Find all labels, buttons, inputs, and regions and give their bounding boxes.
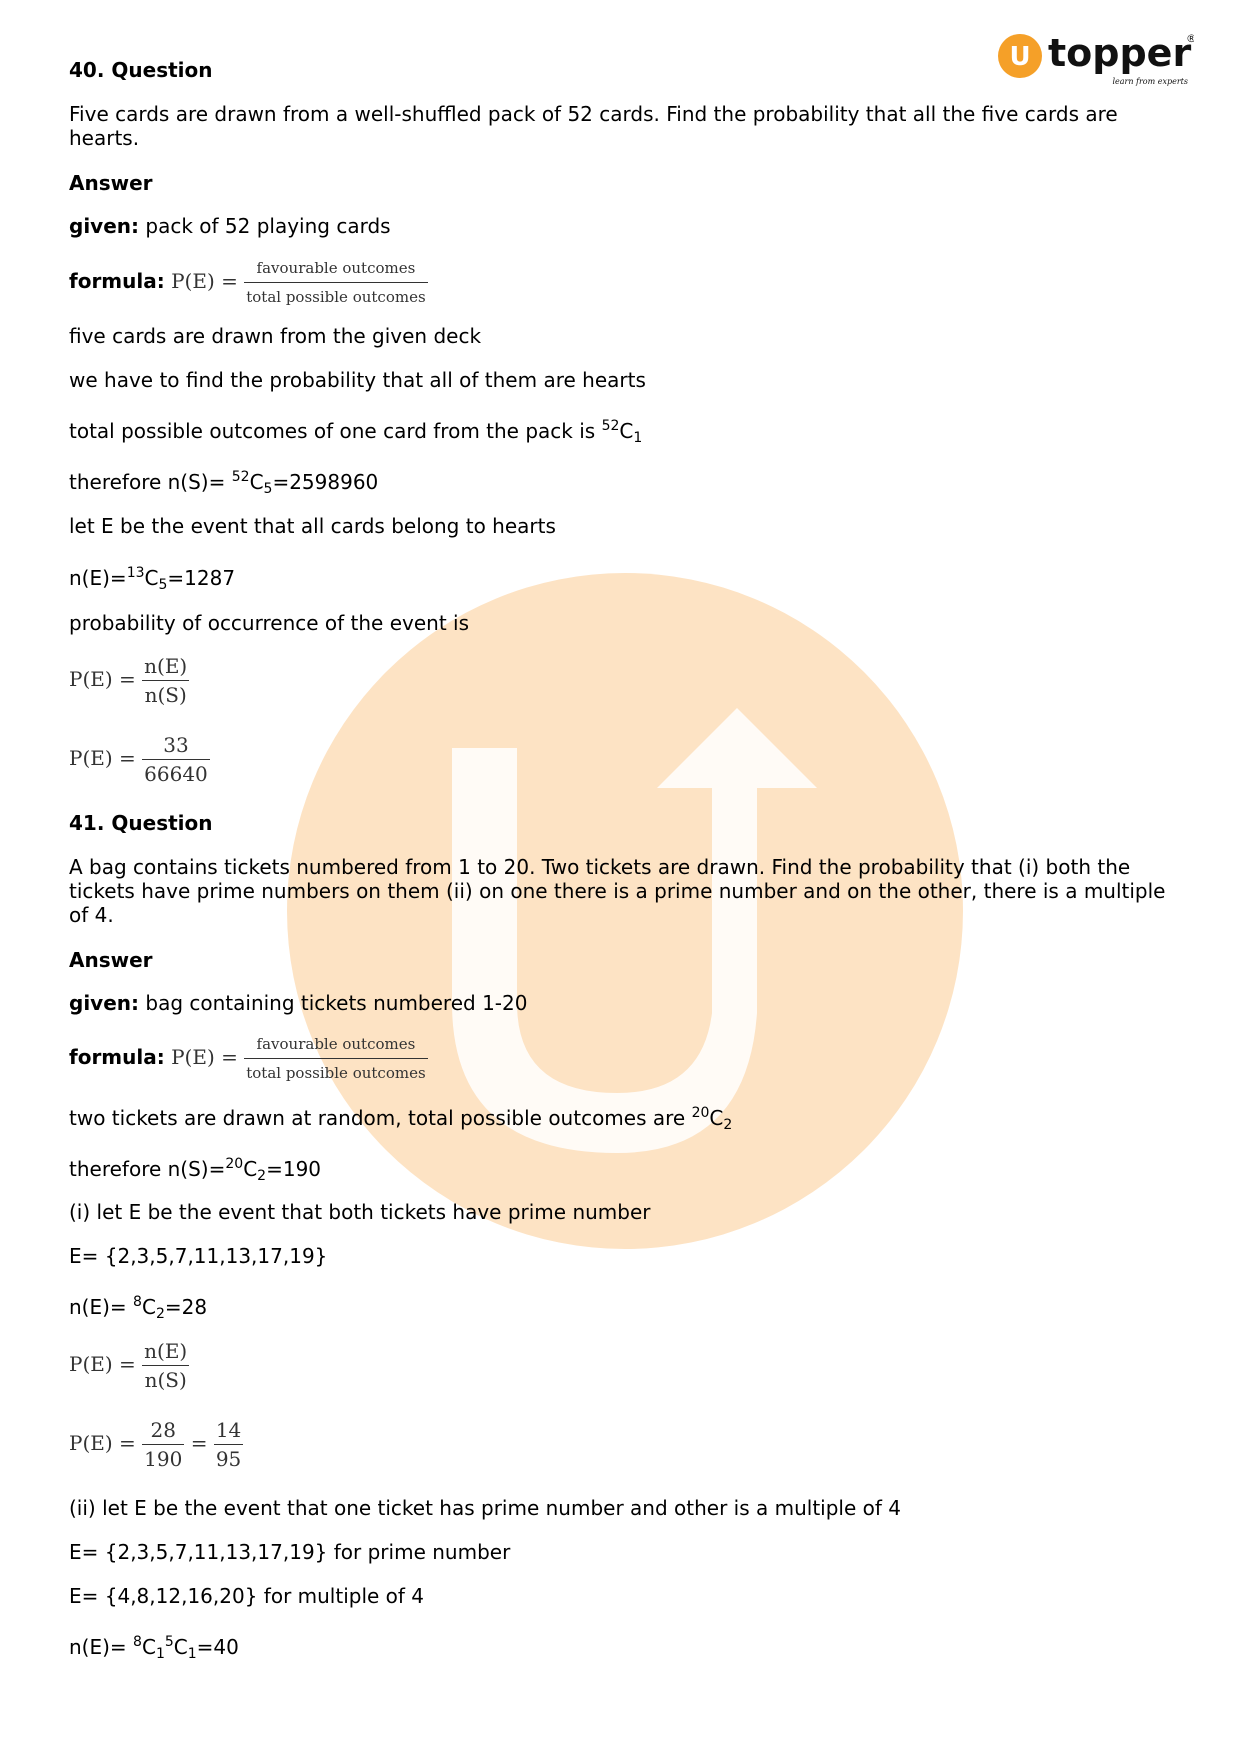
result-denominator-2: 95 [215,1447,242,1471]
post: =2598960 [272,470,379,494]
registered-mark: ® [1186,32,1194,45]
sup: 13 [126,565,145,581]
q40-line4 [69,465,378,501]
sup: 20 [691,1105,710,1121]
c: C [144,566,159,590]
result-fraction-1 [142,1418,184,1471]
q40-line5: let E be the event that all cards belong to hearts [69,514,556,538]
sup: 20 [225,1156,244,1172]
q40-heading: 40. Question [69,58,213,82]
result-numerator-2: 14 [214,1418,243,1445]
result-lhs: P(E) = [69,1431,136,1455]
sub: 5 [263,481,273,497]
q41-line5 [69,1290,207,1326]
pe-denominator: n(S) [144,683,187,707]
pre: therefore n(S)= [69,1157,226,1181]
pe-fraction [142,654,189,707]
q41-formula [69,1032,428,1085]
formula-numerator: favourable outcomes [244,256,427,283]
q41-line7: E= {2,3,5,7,11,13,17,19} for prime number [69,1540,511,1564]
sub: 5 [158,577,168,593]
q40-formula [69,256,428,309]
sub: 1 [155,1646,165,1662]
c: C [619,419,634,443]
pe-fraction [142,1339,189,1392]
given-text: pack of 52 playing cards [139,214,391,238]
q40-line7: probability of occurrence of the event is [69,611,470,635]
line-text: two tickets are drawn at random, total possible outcomes are [69,1106,692,1130]
line-text: total possible outcomes of one card from the pack is [69,419,602,443]
formula-label: formula: [69,1045,165,1069]
pe-lhs: P(E) = [69,1352,136,1376]
formula-lhs: P(E) = [171,1045,238,1069]
sub: 1 [633,430,643,446]
post: =28 [164,1295,208,1319]
q40-line1: five cards are drawn from the given deck [69,324,482,348]
pe-lhs: P(E) = [69,667,136,691]
q41-line9 [69,1630,239,1666]
q40-answer-label: Answer [69,171,153,195]
pre: n(E)= [69,1295,134,1319]
pre: n(E)= [69,1635,134,1659]
q41-heading: 41. Question [69,811,213,835]
formula-lhs: P(E) = [171,269,238,293]
q40-question-text: Five cards are drawn from a well-shuffled pack of 52 cards. Find the probability that all the five cards are hearts. [69,102,1118,150]
topper-logo [998,28,1194,92]
post: =1287 [167,566,236,590]
c: C [249,470,264,494]
q41-line6: (ii) let E be the event that one ticket has prime number and other is a multiple of 4 [69,1496,902,1520]
q40-given [69,214,391,238]
q41-line4: E= {2,3,5,7,11,13,17,19} [69,1244,328,1268]
result-fraction-2 [214,1418,243,1471]
formula-fraction [244,1032,427,1085]
formula-denominator: total possible outcomes [246,288,426,306]
pe-denominator: n(S) [144,1368,187,1392]
formula-label: formula: [69,269,165,293]
logo-tagline: learn from experts [1112,77,1188,86]
q40-line3 [69,414,642,450]
c: C [141,1635,156,1659]
result-equals: = [190,1431,208,1455]
q40-line2: we have to find the probability that all of them are hearts [69,368,646,392]
pre: therefore n(S)= [69,470,232,494]
result-lhs: P(E) = [69,746,136,770]
q41-answer-label: Answer [69,948,153,972]
q40-pe-formula [69,654,189,707]
q41-given [69,991,527,1015]
result-denominator: 66640 [144,762,208,786]
sub: 1 [187,1646,197,1662]
given-label: given: [69,991,140,1015]
q41-line3: (i) let E be the event that both tickets have prime number [69,1200,651,1224]
sub: 2 [155,1306,165,1322]
sup: 8 [133,1634,142,1650]
sub: 2 [723,1117,733,1133]
given-text: bag containing tickets numbered 1-20 [139,991,528,1015]
q40-result [69,733,210,786]
c: C [709,1106,724,1130]
pe-numerator: n(E) [142,654,189,681]
q41-line1 [69,1101,732,1137]
q41-result [69,1418,243,1471]
result-denominator-1: 190 [144,1447,183,1471]
pe-numerator: n(E) [142,1339,189,1366]
formula-fraction [244,256,427,309]
logo-mark: U [1009,42,1031,72]
logo-wordmark: topper [1048,31,1192,75]
post: =40 [196,1635,239,1659]
sup: 52 [231,469,250,485]
q40-line6 [69,561,235,597]
q41-line2 [69,1152,321,1188]
sup: 52 [601,418,620,434]
c: C [141,1295,156,1319]
given-label: given: [69,214,140,238]
result-numerator-1: 28 [142,1418,184,1445]
sup: 8 [133,1294,142,1310]
q41-line8: E= {4,8,12,16,20} for multiple of 4 [69,1584,425,1608]
q41-question-text: A bag contains tickets numbered from 1 to 20. Two tickets are drawn. Find the probability that (i) both the tickets have prime numbers on them (ii) on one there is a prime number and on the other, there is a multiple of 4. [69,855,1166,927]
result-fraction [142,733,210,786]
c: C [173,1635,188,1659]
sup: 5 [164,1634,174,1650]
formula-numerator: favourable outcomes [244,1032,427,1059]
pre: n(E)= [69,566,127,590]
post: =190 [266,1157,322,1181]
result-numerator: 33 [142,733,210,760]
q41-pe-formula [69,1339,189,1392]
sub: 2 [257,1168,267,1184]
formula-denominator: total possible outcomes [246,1064,426,1082]
c: C [243,1157,258,1181]
